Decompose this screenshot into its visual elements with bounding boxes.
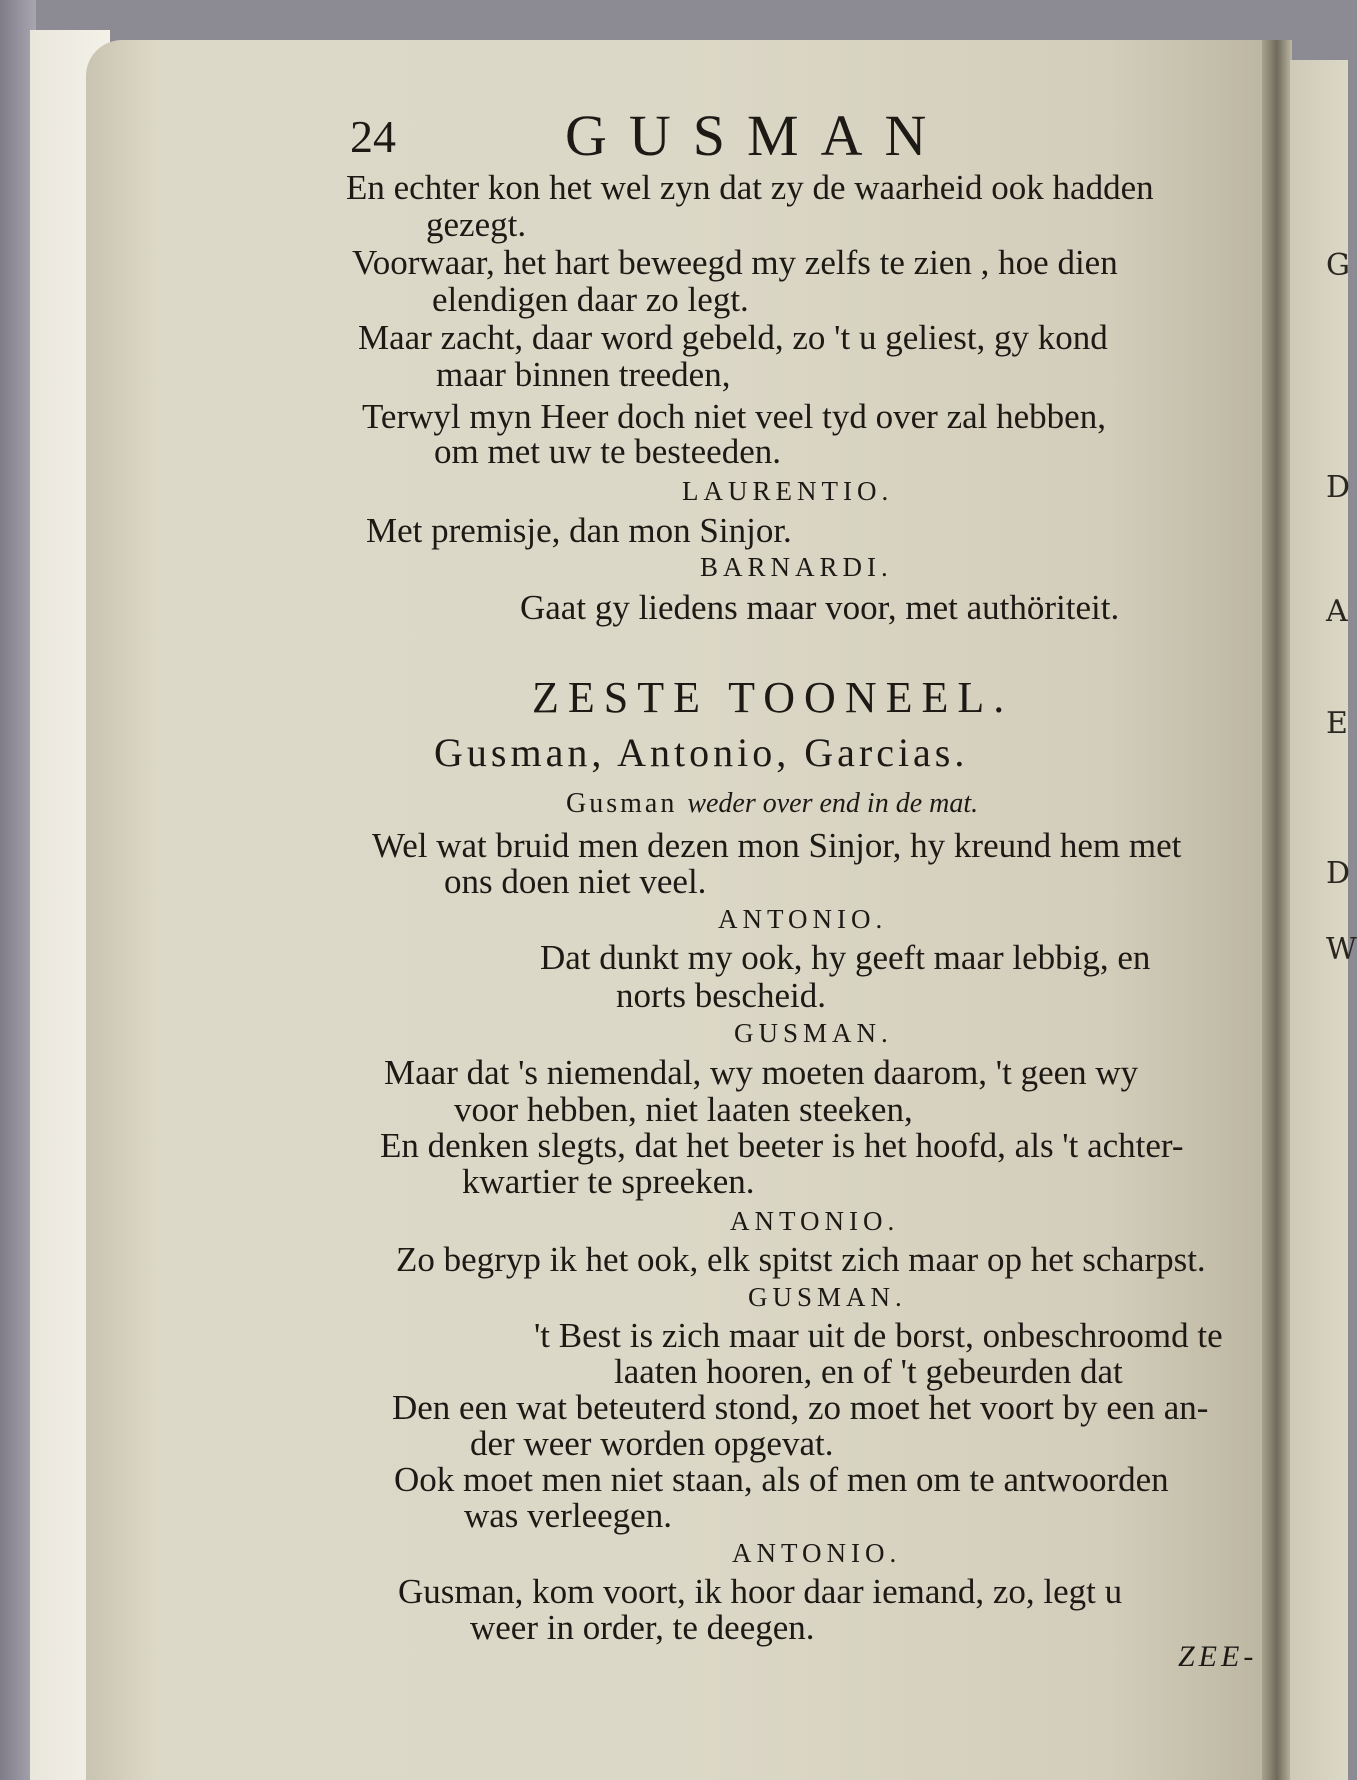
stage-direction-text: weder over end in de mat. bbox=[687, 788, 979, 819]
verse-line: elendigen daar zo legt. bbox=[432, 280, 749, 319]
scene-heading: ZESTE TOONEEL. bbox=[532, 673, 1014, 722]
facing-page-letter: D bbox=[1326, 856, 1351, 891]
verse-line: laaten hooren, en of 't gebeurden dat bbox=[614, 1352, 1123, 1391]
verse-line: Zo begryp ik het ook, elk spitst zich maar op het scharpst. bbox=[396, 1240, 1206, 1279]
stage-direction bbox=[566, 788, 978, 820]
verse-line: der weer worden opgevat. bbox=[470, 1424, 834, 1463]
cast-list: Gusman, Antonio, Garcias. bbox=[434, 730, 969, 775]
verse-line: Wel wat bruid men dezen mon Sinjor, hy kreund hem met bbox=[372, 826, 1182, 865]
facing-page-letter: A bbox=[1326, 594, 1348, 629]
verse-line: Terwyl myn Heer doch niet veel tyd over zal hebben, bbox=[362, 397, 1106, 436]
facing-page-letter: E bbox=[1326, 706, 1348, 741]
verse-line: Dat dunkt my ook, hy geeft maar lebbig, en bbox=[540, 938, 1151, 977]
verse-line: voor hebben, niet laaten steeken, bbox=[454, 1090, 913, 1129]
facing-page-letter: W bbox=[1326, 932, 1357, 967]
verse-line: Voorwaar, het hart beweegd my zelfs te zien , hoe dien bbox=[352, 243, 1118, 282]
facing-page-letter: G bbox=[1326, 248, 1350, 283]
verse-line: Maar dat 's niemendal, wy moeten daarom, 't geen wy bbox=[384, 1053, 1139, 1092]
speaker-name: GUSMAN. bbox=[734, 1018, 893, 1048]
verse-line: was verleegen. bbox=[464, 1496, 672, 1535]
verse-line: maar binnen treeden, bbox=[436, 355, 731, 394]
verse-line: gezegt. bbox=[426, 205, 527, 244]
catchword: ZEE- bbox=[1178, 1640, 1258, 1673]
verse-line: 't Best is zich maar uit de borst, onbeschroomd te bbox=[534, 1316, 1223, 1355]
verse-line: Met premisje, dan mon Sinjor. bbox=[366, 511, 792, 550]
verse-line: Maar zacht, daar word gebeld, zo 't u geliest, gy kond bbox=[358, 318, 1108, 357]
verse-line: norts bescheid. bbox=[616, 976, 826, 1015]
speaker-name: ANTONIO. bbox=[730, 1206, 900, 1236]
book-gutter bbox=[1262, 40, 1292, 1780]
stage-direction-speaker: Gusman bbox=[566, 788, 678, 819]
running-title: GUSMAN bbox=[565, 103, 949, 168]
verse-line: Gaat gy liedens maar voor, met authöriteit. bbox=[520, 588, 1120, 627]
verse-line: En denken slegts, dat het beeter is het hoofd, als 't achter- bbox=[380, 1126, 1184, 1165]
facing-page bbox=[1290, 60, 1351, 1780]
speaker-name: ANTONIO. bbox=[732, 1538, 902, 1568]
speaker-name: LAURENTIO. bbox=[682, 476, 894, 506]
speaker-name: GUSMAN. bbox=[748, 1282, 907, 1312]
verse-line: weer in order, te deegen. bbox=[470, 1608, 815, 1647]
page-number: 24 bbox=[350, 111, 396, 162]
verse-line: om met uw te besteeden. bbox=[434, 432, 781, 471]
verse-line: Ook moet men niet staan, als of men om te antwoorden bbox=[394, 1460, 1169, 1499]
speaker-name: ANTONIO. bbox=[718, 904, 888, 934]
speaker-name: BARNARDI. bbox=[700, 552, 893, 582]
verse-line: ons doen niet veel. bbox=[444, 862, 707, 901]
verse-line: En echter kon het wel zyn dat zy de waarheid ook hadden bbox=[346, 168, 1154, 207]
verse-line: Gusman, kom voort, ik hoor daar iemand, zo, legt u bbox=[398, 1572, 1123, 1611]
facing-page-letter: D bbox=[1326, 470, 1351, 505]
verse-line: Den een wat beteuterd stond, zo moet het voort by een an- bbox=[392, 1388, 1209, 1427]
verse-line: kwartier te spreeken. bbox=[462, 1162, 755, 1201]
